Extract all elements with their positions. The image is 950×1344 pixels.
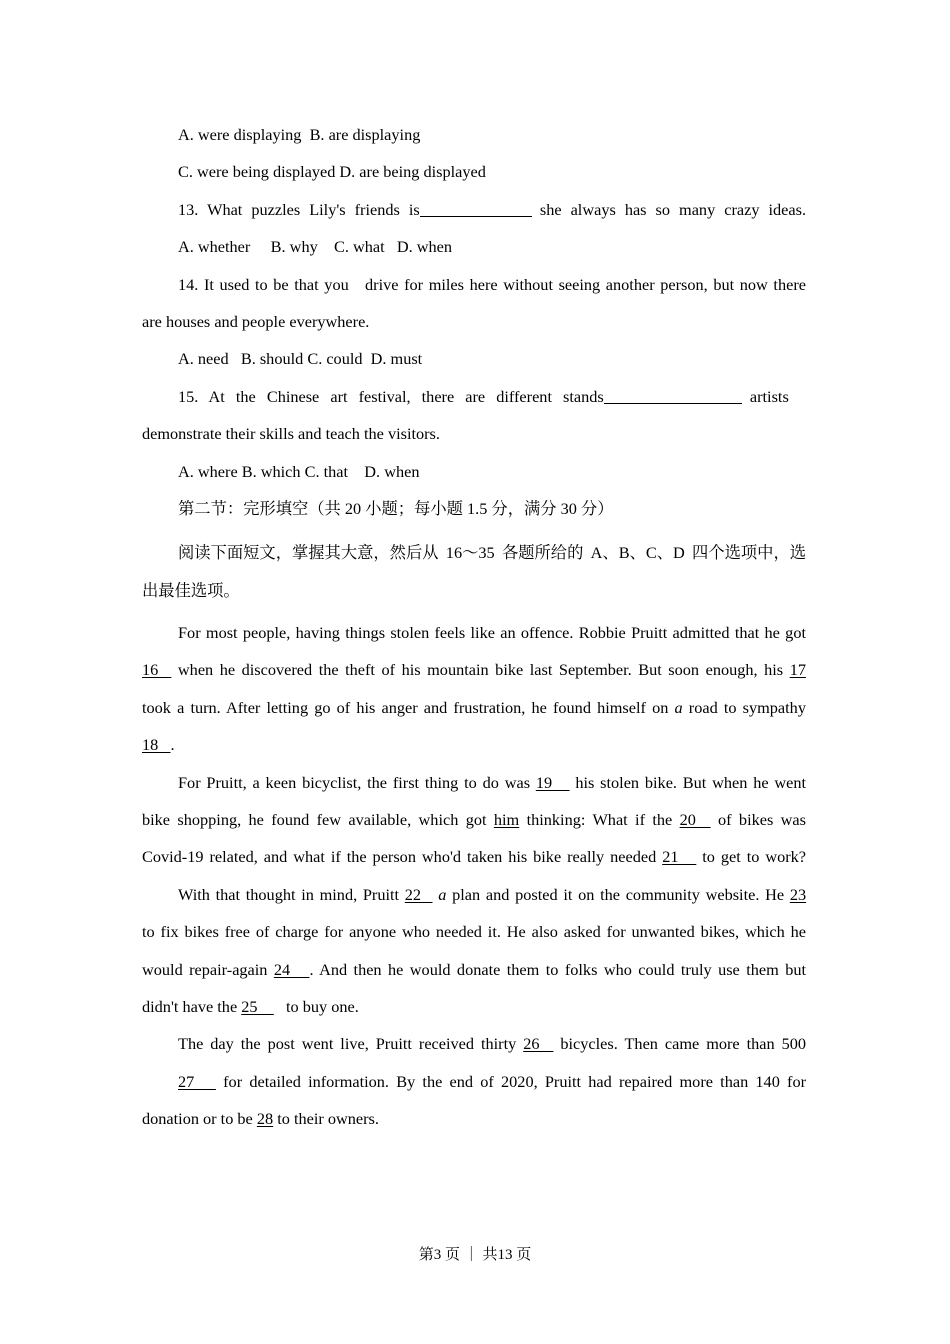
underlined-text: 18 [142, 735, 171, 755]
text-segment: a [674, 697, 683, 717]
underlined-text: 26 [523, 1034, 554, 1054]
line-content [178, 623, 806, 642]
text-segment: . And then he would donate them to folks who could truly use them but [309, 959, 807, 979]
line-content [178, 885, 806, 904]
underlined-text: 27 [178, 1071, 216, 1091]
text-line [142, 415, 806, 452]
text-line [142, 378, 806, 415]
text-line [142, 1063, 806, 1100]
text-segment: 15. At the Chinese art festival, there are different stands [178, 386, 604, 406]
text-line [142, 913, 806, 950]
line-content [142, 997, 359, 1016]
text-segment: would repair-again [142, 959, 274, 979]
text-segment: For most people, having things stolen feels like an offence. Robbie Pruitt admitted that he got [178, 623, 806, 643]
underlined-text: 17 [789, 660, 806, 680]
text-segment: when he discovered the theft of his mountain bike last September. But soon enough, his [171, 660, 790, 680]
text-line [142, 838, 806, 875]
line-content [178, 543, 806, 562]
text-segment: demonstrate their skills and teach the visitors. [142, 424, 440, 444]
text-line [142, 572, 806, 609]
document-lines [142, 116, 806, 1138]
text-segment: to buy one. [273, 996, 359, 1016]
underlined-text: 21 [662, 847, 697, 867]
page-number: 第3 页 ｜ 共13 页 [418, 1247, 532, 1263]
text-line [142, 951, 806, 988]
text-segment: artists [741, 386, 789, 406]
text-line [142, 266, 806, 303]
text-segment: With that thought in mind, Pruitt [178, 884, 405, 904]
text-line [142, 303, 806, 340]
text-segment: bicycles. Then came more than 500 [553, 1034, 807, 1054]
text-line [142, 764, 806, 801]
line-content [178, 773, 806, 792]
underlined-text: him [493, 810, 520, 830]
underlined-text: 25 [241, 996, 274, 1016]
text-segment: took a turn. After letting go of his anger and frustration, he found himself on [142, 697, 675, 717]
text-segment: For Pruitt, a keen bicyclist, the first thing to do was [178, 772, 536, 792]
text-segment: a [438, 884, 447, 904]
text-segment: A. whether B. why C. what D. when [178, 237, 453, 257]
page-footer [0, 1243, 950, 1264]
text-line [142, 651, 806, 688]
text-segment: to fix bikes free of charge for anyone who needed it. He also asked for unwanted bikes, which he [142, 922, 806, 942]
text-segment: his stolen bike. But when he went [569, 772, 807, 792]
text-line [142, 1100, 806, 1137]
text-segment: plan and posted it on the community website. He [446, 884, 790, 904]
line-content [178, 1072, 806, 1091]
answer-blank [604, 403, 742, 404]
text-segment: to get to work? [696, 847, 807, 867]
text-segment: donation or to be [142, 1109, 257, 1129]
line-content [178, 462, 419, 481]
text-segment: didn't have the [142, 996, 242, 1016]
text-segment: Covid-19 related, and what if the person who'd taken his bike really needed [142, 847, 663, 867]
line-content [178, 1034, 806, 1053]
text-line [142, 153, 806, 190]
text-line [142, 801, 806, 838]
text-segment: A. were displaying B. are displaying [178, 125, 421, 144]
text-segment: The day the post went live, Pruitt received thirty [178, 1034, 524, 1054]
text-line [142, 614, 806, 651]
underlined-text: 19 [535, 772, 570, 792]
line-content [142, 698, 806, 717]
line-content [142, 810, 806, 829]
text-segment: C. were being displayed D. are being displayed [178, 162, 486, 182]
text-segment: of bikes was [710, 810, 806, 830]
line-content [178, 162, 486, 181]
line-content [178, 387, 789, 406]
text-line [142, 534, 806, 571]
text-line [142, 1025, 806, 1062]
line-content [142, 312, 369, 331]
text-line [142, 191, 806, 228]
text-segment: she always has so many crazy ideas. [531, 199, 807, 219]
text-line [142, 876, 806, 913]
underlined-text: 23 [789, 884, 807, 904]
underlined-text: 22 [404, 884, 433, 904]
line-content [142, 847, 806, 866]
line-content [178, 349, 422, 368]
text-line [142, 340, 806, 377]
line-content [178, 237, 452, 256]
text-segment: thinking: What if the [519, 810, 680, 830]
text-line [142, 453, 806, 490]
text-line [142, 490, 806, 527]
underlined-text: 16 [142, 660, 172, 680]
text-segment: road to sympathy [682, 697, 806, 717]
answer-blank [420, 216, 532, 217]
underlined-text: 28 [256, 1109, 274, 1129]
line-content [142, 735, 175, 754]
text-segment: . [170, 735, 175, 755]
line-content [142, 424, 440, 443]
text-segment: 14. It used to be that you drive for miles here without seeing another person, but now there [178, 274, 806, 294]
text-segment: 阅读下面短文，掌握其大意，然后从 16〜35 各题所给的 A、B、C、D 四个选项中，选 [178, 543, 807, 563]
line-content [142, 922, 806, 941]
text-segment: A. need B. should C. could D. must [178, 349, 423, 369]
text-segment: 13. What puzzles Lily's friends is [178, 199, 420, 219]
text-segment: bike shopping, he found few available, which got [142, 810, 494, 830]
text-segment: 出最佳选项。 [142, 580, 240, 600]
text-line [142, 689, 806, 726]
underlined-text: 24 [273, 959, 310, 979]
line-content [142, 660, 806, 679]
line-content [142, 1109, 379, 1128]
text-segment: are houses and people everywhere. [142, 311, 370, 331]
line-content [178, 499, 614, 518]
text-line [142, 228, 806, 265]
line-content [142, 581, 240, 600]
line-content [142, 960, 806, 979]
text-segment: A. where B. which C. that D. when [178, 461, 420, 481]
text-line [142, 726, 806, 763]
underlined-text: 20 [679, 810, 711, 830]
text-line [142, 988, 806, 1025]
line-content [178, 125, 420, 144]
text-segment: for detailed information. By the end of 2020, Pruitt had repaired more than 140 for [215, 1071, 807, 1091]
text-segment: to their owners. [273, 1109, 379, 1129]
line-content [178, 200, 806, 219]
line-content [178, 275, 806, 294]
text-line [142, 116, 806, 153]
text-segment: 第二节：完形填空（共 20 小题；每小题 1.5 分，满分 30 分） [178, 498, 614, 518]
